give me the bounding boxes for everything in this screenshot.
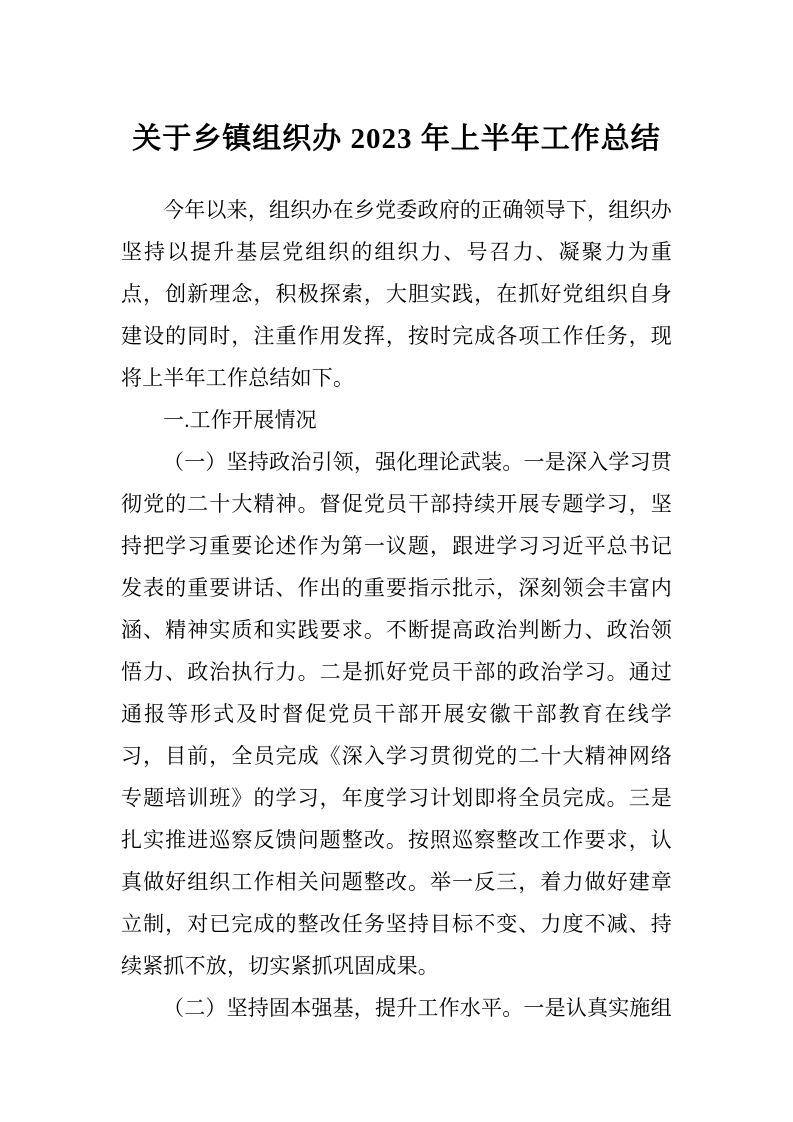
intro-paragraph: 今年以来，组织办在乡党委政府的正确领导下，组织办坚持以提升基层党组织的组织力、号召力、凝聚力为重点，创新理念，积极探索，大胆实践，在抓好党组织自身建设的同时，注重作用发挥，按时完成各项工作任务，现将上半年工作总结如下。	[121, 198, 672, 390]
document-title: 关于乡镇组织办 2023 年上半年工作总结	[132, 123, 661, 155]
paragraph-consolidate-foundation: （二）坚持固本强基，提升工作水平。一是认真实施组	[163, 996, 672, 1020]
paragraph-political-guidance: （一）坚持政治引领，强化理论武装。一是深入学习贯彻党的二十大精神。督促党员干部持续开展专题学习，坚持把学习重要论述作为第一议题，跟进学习习近平总书记发表的重要讲话、作出的重要指示批示，深刻领会丰富内涵、精神实质和实践要求。不断提高政治判断力、政治领悟力、政治执行力。二是抓好党员干部的政治学习。通过通报等形式及时督促党员干部开展安徽干部教育在线学习，目前，全员完成《深入学习贯彻党的二十大精神网络专题培训班》的学习，年度学习计划即将全员完成。三是扎实推进巡察反馈问题整改。按照巡察整改工作要求，认真做好组织工作相关问题整改。举一反三，着力做好建章立制，对已完成的整改任务坚持目标不变、力度不减、持续紧抓不放，切实紧抓巩固成果。	[121, 450, 672, 978]
section-1-heading: 一.工作开展情况	[163, 408, 317, 432]
